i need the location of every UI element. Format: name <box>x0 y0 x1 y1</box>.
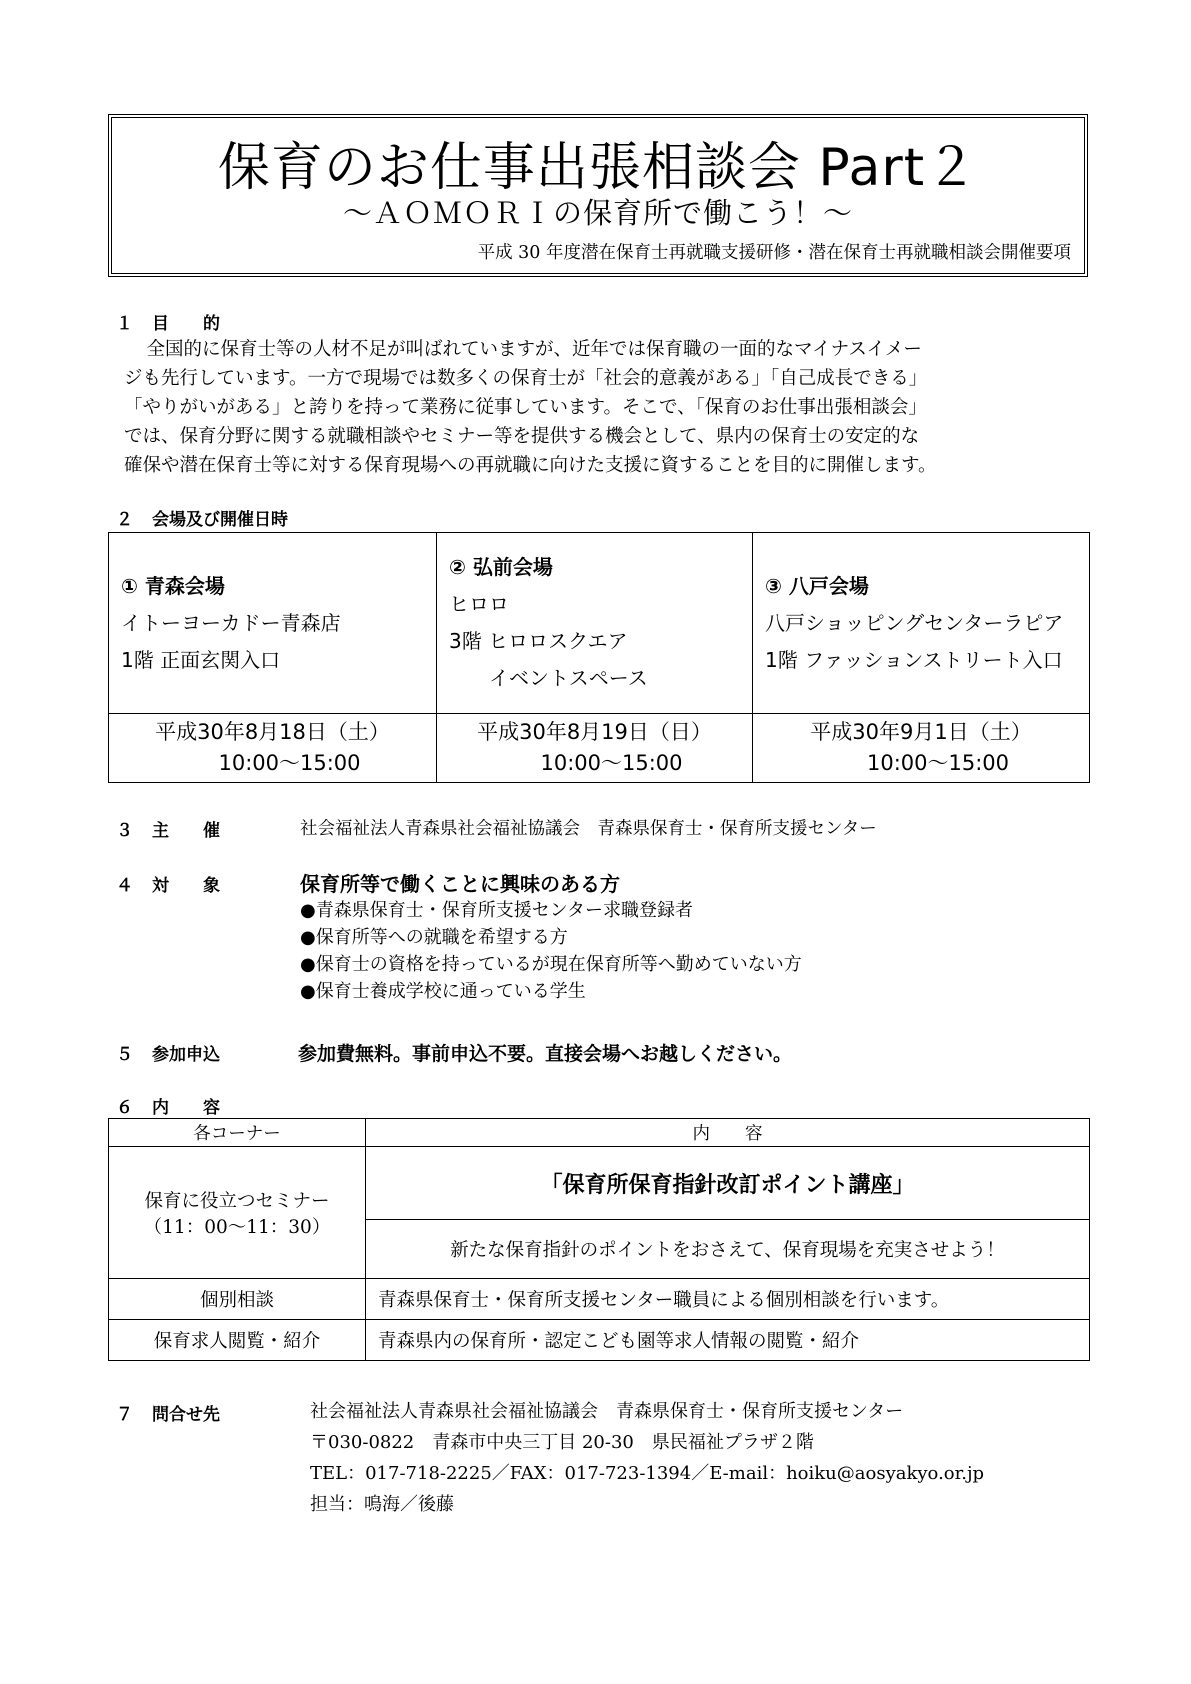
venue-time: 10:00～15:00 <box>218 751 361 775</box>
venue-line: 1階 正面玄関入口 <box>121 647 281 672</box>
section-number: ５ <box>116 1045 133 1065</box>
venue-date: 平成30年9月1日（土） <box>810 720 1032 744</box>
organizer-text: 社会福祉法人青森県社会福祉協議会 青森県保育士・保育所支援センター <box>300 819 877 839</box>
contact-line: TEL：017-718-2225／FAX：017-723-1394／E-mail：hoiku@aosyakyo.or.jp <box>310 1463 985 1484</box>
seminar-row <box>109 1147 1090 1220</box>
venue-date-cell <box>109 714 437 783</box>
seminar-title: 「保育所保育指針改訂ポイント講座」 <box>366 1147 1090 1220</box>
purpose-line: 全国的に保育士等の人材不足が叫ばれていますが、近年では保育職の一面的なマイナスイメー <box>128 339 922 360</box>
venue-line: 3階 ヒロロスクエア <box>449 629 628 653</box>
venue-date-cell <box>753 714 1090 783</box>
section-number: ３ <box>116 821 133 841</box>
table-row <box>109 1279 1090 1320</box>
seminar-description: 新たな保育指針のポイントをおさえて、保育現場を充実させよう！ <box>366 1220 1090 1279</box>
venue-cell-hirosaki <box>437 533 753 714</box>
target-item: ●保育士の資格を持っているが現在保育所等へ勤めていない方 <box>300 954 802 975</box>
purpose-line: ジも先行しています。一方で現場では数多くの保育士が「社会的意義がある」「自己成長できる」 <box>124 368 928 389</box>
corner-cell: 個別相談 <box>109 1279 366 1320</box>
venue-line: 1階 ファッションストリート入口 <box>765 647 1063 672</box>
target-item: ●保育所等への就職を希望する方 <box>300 927 568 948</box>
venue-time: 10:00～15:00 <box>540 751 683 775</box>
section-1-heading <box>116 309 220 334</box>
apply-text: 参加費無料。事前申込不要。直接会場へお越しください。 <box>298 1043 793 1065</box>
venue-row <box>109 533 1090 714</box>
contact-line: 〒030-0822 青森市中央三丁目 20-30 県民福祉プラザ２階 <box>310 1432 814 1453</box>
venue-cell-aomori <box>109 533 437 714</box>
contact-block <box>310 1396 984 1520</box>
section-number: ２ <box>116 510 133 530</box>
target-item: ●青森県保育士・保育所支援センター求職登録者 <box>300 900 693 921</box>
section-number: ４ <box>116 876 133 896</box>
section-2-heading <box>116 505 288 530</box>
purpose-line: 確保や潜在保育士等に対する保育現場への再就職に向けた支援に資することを目的に開催します。 <box>124 455 937 476</box>
venue-line: 八戸ショッピングセンターラピア <box>765 610 1064 635</box>
section-label: 目 的 <box>152 314 220 334</box>
target-list <box>300 897 802 1005</box>
title-box <box>108 114 1088 277</box>
section-3-heading <box>116 816 220 841</box>
venue-table <box>108 532 1090 783</box>
venue-cell-hachinohe <box>753 533 1090 714</box>
venue-time: 10:00～15:00 <box>866 751 1010 775</box>
venue-name: ③ 八戸会場 <box>765 573 869 598</box>
content-cell: 青森県保育士・保育所支援センター職員による個別相談を行います。 <box>366 1279 1090 1320</box>
venue-date-row <box>109 714 1090 783</box>
section-label: 参加申込 <box>152 1045 220 1065</box>
section-label: 対 象 <box>152 876 220 896</box>
section-number: ７ <box>116 1405 133 1425</box>
section-number: １ <box>116 314 133 334</box>
target-lead: 保育所等で働くことに興味のある方 <box>300 872 620 896</box>
content-cell: 青森県内の保育所・認定こども園等求人情報の閲覧・紹介 <box>366 1320 1090 1361</box>
page-subtitle: ～ＡＯＭＯＲＩの保育所で働こう！～ <box>342 196 853 230</box>
seminar-time: （11：00～11：30） <box>143 1216 331 1238</box>
venue-line: イベントスペース <box>449 666 648 690</box>
venue-line: ヒロロ <box>449 592 509 616</box>
section-5-heading <box>116 1040 220 1065</box>
corner-cell: 保育求人閲覧・紹介 <box>109 1320 366 1361</box>
seminar-corner-cell <box>109 1147 366 1279</box>
venue-name: ① 青森会場 <box>121 573 225 598</box>
venue-date-cell <box>437 714 753 783</box>
section-7-heading <box>116 1400 220 1425</box>
section-label: 内 容 <box>152 1098 220 1118</box>
title-caption: 平成 30 年度潜在保育士再就職支援研修・潜在保育士再就職相談会開催要項 <box>477 243 1071 263</box>
contents-header-row <box>109 1119 1090 1147</box>
column-header-content: 内 容 <box>366 1119 1090 1147</box>
contact-line: 社会福祉法人青森県社会福祉協議会 青森県保育士・保育所支援センター <box>310 1401 904 1422</box>
purpose-line: 「やりがいがある」と誇りを持って業務に従事しています。そこで、「保育のお仕事出張相談会」 <box>124 397 927 418</box>
target-item: ●保育士養成学校に通っている学生 <box>300 981 586 1002</box>
contact-line: 担当：鳴海／後藤 <box>310 1494 454 1515</box>
column-header-corner: 各コーナー <box>109 1119 366 1147</box>
section-label: 問合せ先 <box>152 1405 220 1425</box>
section-label: 主 催 <box>152 821 220 841</box>
venue-date: 平成30年8月19日（日） <box>477 720 712 744</box>
venue-line: イトーヨーカドー青森店 <box>121 610 341 635</box>
section-6-heading <box>116 1093 220 1118</box>
seminar-corner-name: 保育に役立つセミナー <box>144 1190 330 1212</box>
purpose-line: では、保育分野に関する就職相談やセミナー等を提供する機会として、県内の保育士の安定的な <box>124 426 920 447</box>
section-number: ６ <box>116 1098 133 1118</box>
page-title: 保育のお仕事出張相談会 Part２ <box>217 138 979 198</box>
venue-date: 平成30年8月18日（土） <box>155 720 390 744</box>
section-label: 会場及び開催日時 <box>152 510 288 530</box>
contents-table <box>108 1118 1090 1361</box>
purpose-paragraph <box>124 335 1098 480</box>
table-row <box>109 1320 1090 1361</box>
section-4-heading <box>116 871 220 896</box>
venue-name: ② 弘前会場 <box>449 555 553 579</box>
